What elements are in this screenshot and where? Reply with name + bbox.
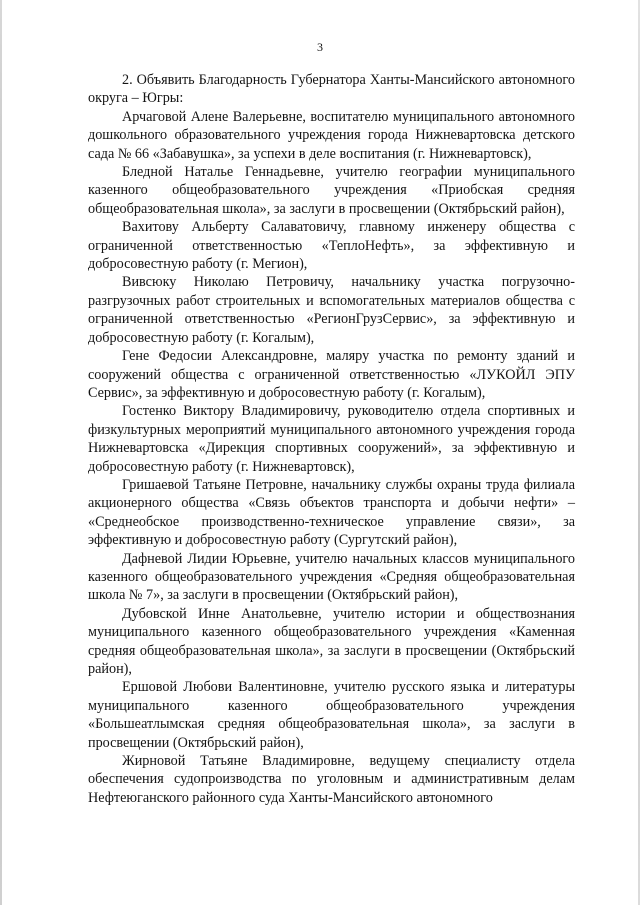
award-entry: Бледной Наталье Геннадьевне, учителю географии муниципального казенного общеобразовательного учреждения «Приобская средняя общеобразовательная школа», за заслуги в просвещении (Октябрьский район), (88, 164, 575, 217)
award-entry: Арчаговой Алене Валерьевне, воспитателю муниципального автономного дошкольного образовательного учреждения города Нижневартовска детского сада № 66 «Забавушка», за успехи в деле воспитания (г. Нижневартовск), (88, 108, 575, 162)
award-entry: Дубовской Инне Анатольевне, учителю истории и обществознания муниципального казенного общеобразовательного учреждения «Каменная средняя общеобразовательная школа», за заслуги в просвещении (Октябрьский район), (88, 605, 575, 677)
award-entry: Ершовой Любови Валентиновне, учителю русского языка и литературы муниципального казенного общеобразовательного учреждения «Большеатлымская средняя общеобразовательная школа», за заслуги в просвещении (Октябрьский район), (88, 679, 575, 751)
award-entry: Вахитову Альберту Салаватовичу, главному инженеру общества с ограниченной ответственностью «ТеплоНефть», за эффективную и добросовестную работу (г. Мегион), (88, 219, 575, 273)
award-entry: Гришаевой Татьяне Петровне, начальнику службы охраны труда филиала акционерного общества «Связь объектов транспорта и добычи нефти» – «Среднеобское производственно-техническое управление связи», за эффективную и добросовестную работу (Сургутский район), (88, 476, 575, 549)
award-entry: Вивсюку Николаю Петровичу, начальнику участка погрузочно-разгрузочных работ строительных и вспомогательных материалов общества с ограниченной ответственностью «РегионГрузСервис», за эффективную и добросовестную работу (г. Когалым), (88, 274, 575, 346)
document-body (88, 71, 575, 807)
award-entry: Гостенко Виктору Владимировичу, руководителю отдела спортивных и физкультурных мероприятий муниципального автономного учреждения города Нижневартовска «Дирекция спортивных сооружений», за эффективную и добросовестную работу (г. Нижневартовск), (88, 403, 575, 475)
award-entry: Гене Федосии Александровне, маляру участка по ремонту зданий и сооружений общества с ограниченной ответственностью «ЛУКОЙЛ ЭПУ Сервис», за эффективную и добросовестную работу (г. Когалым), (88, 348, 575, 401)
page-number: 3 (317, 40, 323, 54)
scan-edge-left (0, 0, 2, 905)
award-entry: Жирновой Татьяне Владимировне, ведущему специалисту отдела обеспечения судопроизводства по уголовным и административным делам Нефтеюганского районного суда Ханты-Мансийского автономного (88, 753, 575, 806)
section-heading: 2. Объявить Благодарность Губернатора Ханты-Мансийского автономного округа – Югры: (88, 72, 575, 107)
award-entry: Дафневой Лидии Юрьевне, учителю начальных классов муниципального казенного общеобразовательного учреждения «Средняя общеобразовательная школа № 7», за заслуги в просвещении (Октябрьский район), (88, 550, 575, 604)
